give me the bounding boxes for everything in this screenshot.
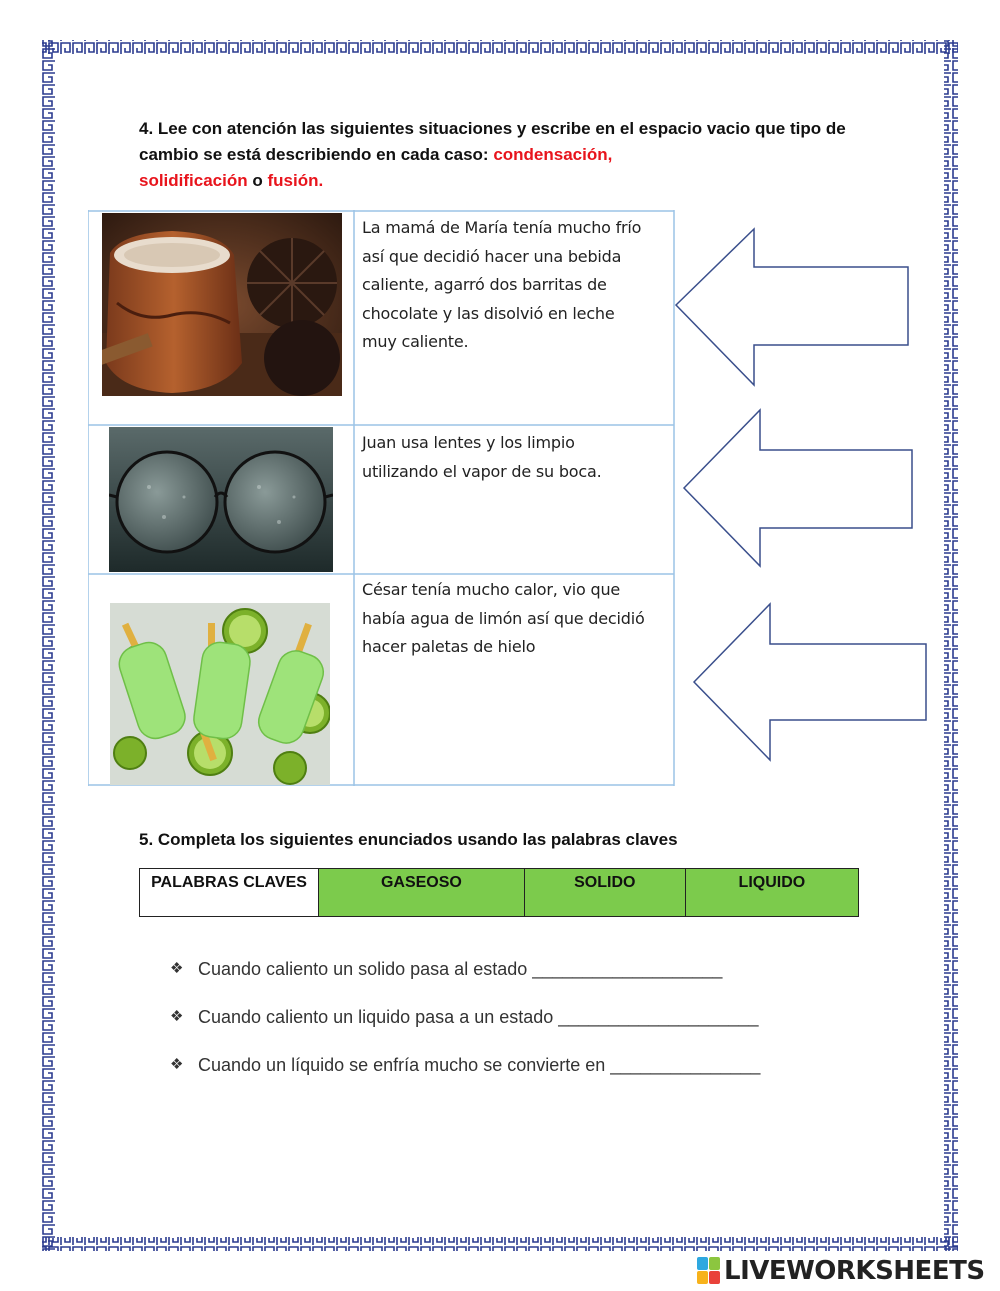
sentence-text: Cuando caliento un liquido pasa a un estado ____________________ [198, 1007, 759, 1027]
keyword-solido: SOLIDO [524, 869, 685, 917]
situation-text-2 [362, 429, 601, 486]
answer-arrow-2[interactable] [678, 406, 923, 571]
question-5-heading: 5. Completa los siguientes enunciados usando las palabras claves [139, 830, 678, 849]
situation-1-line: muy caliente. [362, 332, 469, 351]
diamond-bullet-icon: ❖ [170, 960, 184, 977]
answer-arrow-3[interactable] [688, 600, 933, 765]
keywords-table [139, 868, 859, 917]
diamond-bullet-icon: ❖ [170, 1056, 184, 1073]
option-connector: o [247, 171, 268, 190]
situation-3-line: César tenía mucho calor, vio que [362, 580, 621, 599]
situation-text-1 [362, 214, 641, 357]
situation-2-line: Juan usa lentes y los limpio [362, 433, 575, 452]
situation-1-line: caliente, agarró dos barritas de [362, 275, 607, 294]
sentence-item[interactable] [170, 1052, 760, 1100]
foggy-glasses-image [109, 427, 333, 572]
sentence-text: Cuando un líquido se enfría mucho se convierte en _______________ [198, 1055, 761, 1075]
situation-text-3 [362, 576, 645, 662]
question-4-text: 4. Lee con atención las siguientes situaciones y escribe en el espacio vacio que tipo de cambio se está describiendo en cada caso: [139, 119, 846, 164]
situation-1-line: chocolate y las disolvió en leche [362, 303, 615, 323]
question-4-heading [139, 116, 869, 194]
liveworksheets-logo-icon [697, 1257, 721, 1285]
liveworksheets-logo[interactable] [697, 1256, 985, 1286]
situation-3-line: hacer paletas de hielo [362, 637, 536, 656]
situation-2-line: utilizando el vapor de su boca. [362, 461, 602, 481]
diamond-bullet-icon: ❖ [170, 1008, 184, 1025]
liveworksheets-logo-text: LIVEWORKSHEETS [724, 1256, 985, 1286]
lime-popsicles-image [110, 603, 330, 785]
option-solidificacion: solidificación [139, 171, 248, 190]
sentence-item[interactable] [170, 956, 760, 1004]
sentence-text: Cuando caliento un solido pasa al estado ___________________ [198, 959, 723, 979]
keyword-liquido: LIQUIDO [685, 869, 858, 917]
fill-in-sentences [170, 956, 760, 1100]
keyword-gaseoso: GASEOSO [319, 869, 525, 917]
keywords-header: PALABRAS CLAVES [140, 869, 319, 917]
answer-arrow-1[interactable] [670, 225, 915, 390]
option-condensacion: condensación, [493, 145, 613, 164]
situation-3-line: había agua de limón así que decidió [362, 608, 645, 628]
sentence-item[interactable] [170, 1004, 760, 1052]
option-fusion: fusión. [267, 171, 324, 190]
hot-chocolate-image [102, 213, 342, 396]
situation-1-line: así que decidió hacer una bebida [362, 246, 622, 266]
situation-1-line: La mamá de María tenía mucho frío [362, 218, 642, 237]
